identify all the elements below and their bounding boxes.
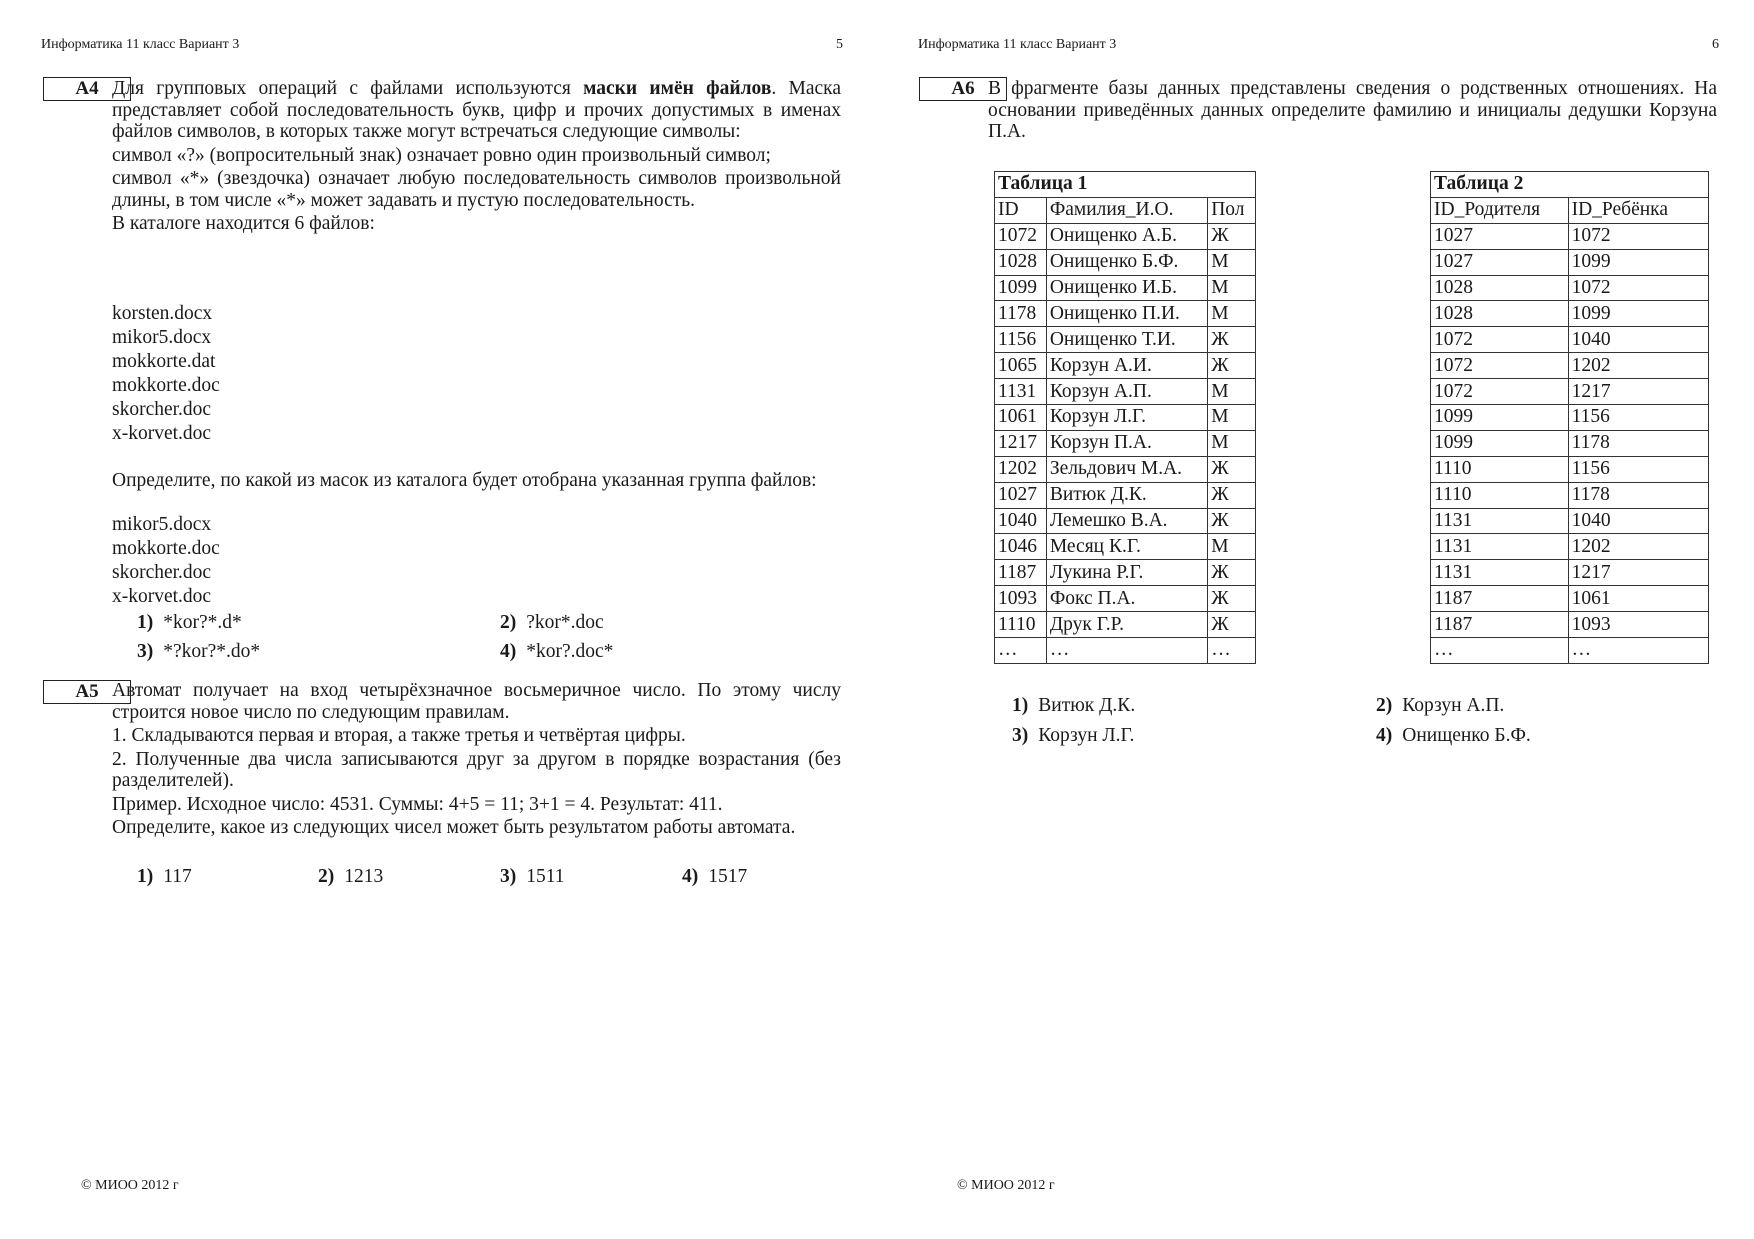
table-row (1431, 638, 1709, 664)
a5-answer-3[interactable] (500, 866, 565, 888)
table-cell: 1131 (1431, 508, 1569, 534)
table-cell: 1040 (1568, 508, 1708, 534)
answer-text: Онищенко Б.Ф. (1402, 725, 1531, 746)
table-cell: Друк Г.Р. (1046, 612, 1207, 638)
table-caption-row (1431, 172, 1709, 198)
table-cell: 1072 (995, 223, 1047, 249)
a4-selected-files (112, 513, 220, 609)
table-cell: 1131 (1431, 560, 1569, 586)
table-cell: 1072 (1431, 353, 1569, 379)
table-cell: 1072 (1568, 275, 1708, 301)
task-label-a6: А6 (919, 77, 1007, 101)
table-cell: Корзун П.А. (1046, 430, 1207, 456)
table-cell: М (1208, 249, 1256, 275)
table-row (995, 560, 1256, 586)
table-row (995, 612, 1256, 638)
table-cell: 1187 (1431, 612, 1569, 638)
selected-file-item: mokkorte.doc (112, 538, 220, 559)
table-header-row (995, 197, 1256, 223)
table-row (1431, 430, 1709, 456)
table-cell: Месяц К.Г. (1046, 534, 1207, 560)
a4-intro-end: . Маска представляет собой последовательность букв, цифр и прочих допустимых в именах файлов символов, в которых также могут встречаться следующие символы: (112, 78, 841, 142)
table-cell: 1046 (995, 534, 1047, 560)
file-item: x-korvet.doc (112, 423, 212, 444)
answer-text: Корзун Л.Г. (1038, 725, 1135, 746)
column-header: Пол (1208, 197, 1256, 223)
table-row (995, 586, 1256, 612)
selected-file-item: x-korvet.doc (112, 586, 212, 607)
table-row (995, 534, 1256, 560)
a4-question: Определите, по какой из масок из каталога будет отобрана указанная группа файлов: (112, 470, 817, 491)
answer-number: 2) (318, 866, 335, 887)
table-cell: 1040 (995, 508, 1047, 534)
table-caption: Таблица 2 (1431, 172, 1709, 198)
answer-text: *?kor?*.do* (163, 641, 261, 662)
table-row (995, 482, 1256, 508)
table-cell: 1131 (995, 379, 1047, 405)
table-cell: Ж (1208, 508, 1256, 534)
answer-number: 2) (500, 612, 517, 633)
table-cell: М (1208, 430, 1256, 456)
task-label-a5: А5 (43, 680, 131, 704)
a6-answer-3[interactable] (1012, 725, 1134, 747)
table-cell: М (1208, 301, 1256, 327)
table-cell: 1061 (995, 405, 1047, 431)
answer-number: 4) (682, 866, 699, 887)
table-caption-row (995, 172, 1256, 198)
table-cell: 1040 (1568, 327, 1708, 353)
table-cell: Ж (1208, 482, 1256, 508)
table-cell: Ж (1208, 353, 1256, 379)
answer-number: 1) (137, 866, 154, 887)
answer-number: 3) (500, 866, 517, 887)
table-cell: 1217 (1568, 560, 1708, 586)
a5-text (112, 680, 841, 839)
answer-text: ?kor*.doc (526, 612, 604, 633)
table-cell: 1072 (1431, 327, 1569, 353)
table-cell: 1202 (995, 456, 1047, 482)
a4-answer-2[interactable] (500, 612, 604, 634)
table-cell: 1156 (1568, 456, 1708, 482)
answer-number: 3) (1012, 725, 1029, 746)
table-cell: 1099 (995, 275, 1047, 301)
table-cell: М (1208, 275, 1256, 301)
selected-file-item: mikor5.docx (112, 514, 212, 535)
a5-answer-4[interactable] (682, 866, 747, 888)
table-cell: М (1208, 405, 1256, 431)
answer-text: 1511 (526, 866, 565, 887)
table-cell: 1027 (1431, 223, 1569, 249)
table-cell: Ж (1208, 560, 1256, 586)
table-row (1431, 482, 1709, 508)
table-row (995, 456, 1256, 482)
a4-catalog-intro: В каталоге находится 6 файлов: (112, 213, 375, 234)
file-item: mokkorte.doc (112, 375, 220, 396)
table-caption: Таблица 1 (995, 172, 1256, 198)
a4-file-list (112, 302, 220, 446)
table-cell: 1178 (995, 301, 1047, 327)
answer-text: Витюк Д.К. (1038, 695, 1136, 716)
table-cell: … (995, 638, 1047, 664)
answer-text: 1213 (344, 866, 384, 887)
table-cell: 1156 (1568, 405, 1708, 431)
right-page-header: Информатика 11 класс Вариант 3 (918, 37, 1117, 52)
table-cell: Лемешко В.А. (1046, 508, 1207, 534)
a4-intro (112, 78, 841, 143)
table-cell: 1202 (1568, 534, 1708, 560)
table-row (1431, 612, 1709, 638)
task-label-a4: А4 (43, 77, 131, 101)
table-cell: Онищенко П.И. (1046, 301, 1207, 327)
table-row (1431, 560, 1709, 586)
left-page-footer: © МИОО 2012 г (81, 1178, 179, 1193)
a5-paragraph: Определите, какое из следующих чисел может быть результатом работы автомата. (112, 817, 796, 838)
table-row (1431, 508, 1709, 534)
left-page-header: Информатика 11 класс Вариант 3 (41, 37, 240, 52)
table-row (995, 379, 1256, 405)
table-cell: 1027 (1431, 249, 1569, 275)
table-cell: Корзун Л.Г. (1046, 405, 1207, 431)
table-row (1431, 353, 1709, 379)
table-cell: Ж (1208, 456, 1256, 482)
table-row (995, 223, 1256, 249)
table-row (995, 638, 1256, 664)
right-page-number: 6 (1712, 37, 1719, 52)
table-row (1431, 405, 1709, 431)
a6-answer-1[interactable] (1012, 695, 1135, 717)
table-cell: 1217 (1568, 379, 1708, 405)
table-cell: Ж (1208, 223, 1256, 249)
table-cell: 1027 (995, 482, 1047, 508)
answer-text: 117 (163, 866, 192, 887)
table-row (1431, 223, 1709, 249)
answer-number: 3) (137, 641, 154, 662)
table-cell: 1187 (995, 560, 1047, 586)
table-cell: Корзун А.П. (1046, 379, 1207, 405)
table-cell: Лукина Р.Г. (1046, 560, 1207, 586)
table-cell: Ж (1208, 327, 1256, 353)
table-cell: 1110 (1431, 456, 1569, 482)
answer-number: 1) (1012, 695, 1029, 716)
table-cell: … (1568, 638, 1708, 664)
table-cell: Зельдович М.А. (1046, 456, 1207, 482)
a4-answer-4[interactable] (500, 641, 613, 663)
a4-answer-3[interactable] (137, 641, 260, 663)
table-cell: 1028 (995, 249, 1047, 275)
a5-answer-1[interactable] (137, 866, 192, 888)
a4-text (112, 78, 841, 235)
table-cell: 1099 (1568, 301, 1708, 327)
table-cell: 1131 (1431, 534, 1569, 560)
answer-text: 1517 (708, 866, 748, 887)
table-cell: 1178 (1568, 430, 1708, 456)
selected-file-item: skorcher.doc (112, 562, 212, 583)
table-cell: 1187 (1431, 586, 1569, 612)
column-header: Фамилия_И.О. (1046, 197, 1207, 223)
answer-number: 2) (1376, 695, 1393, 716)
table-2 (1430, 171, 1709, 664)
table-cell: 1178 (1568, 482, 1708, 508)
table-cell: 1028 (1431, 301, 1569, 327)
a5-paragraph: 2. Полученные два числа записываются друг за другом в порядке возрастания (без разделителей). (112, 748, 841, 791)
table-cell: 1217 (995, 430, 1047, 456)
table-cell: М (1208, 534, 1256, 560)
answer-number: 4) (500, 641, 517, 662)
table-cell: Фокс П.А. (1046, 586, 1207, 612)
a5-paragraph: Пример. Исходное число: 4531. Суммы: 4+5 = 11; 3+1 = 4. Результат: 411. (112, 793, 723, 815)
table-cell: 1072 (1431, 379, 1569, 405)
table-cell: 1072 (1568, 223, 1708, 249)
table-row (995, 327, 1256, 353)
a6-text: В фрагменте базы данных представлены сведения о родственных отношениях. На основании приведённых данных определите фамилию и инициалы дедушки Корзуна П.А. (988, 78, 1717, 142)
table-row (1431, 249, 1709, 275)
table-row (1431, 301, 1709, 327)
table-cell: 1110 (995, 612, 1047, 638)
column-header: ID (995, 197, 1047, 223)
table-row (1431, 586, 1709, 612)
table-cell: 1099 (1431, 405, 1569, 431)
a5-paragraph: Автомат получает на вход четырёхзначное восьмеричное число. По этому числу строится новое число по следующим правилам. (112, 680, 841, 723)
table-cell: 1061 (1568, 586, 1708, 612)
table-cell: М (1208, 379, 1256, 405)
a6-answer-2[interactable] (1376, 695, 1504, 717)
table-cell: 1099 (1431, 430, 1569, 456)
table-cell: 1093 (995, 586, 1047, 612)
answer-number: 4) (1376, 725, 1393, 746)
table-cell: Ж (1208, 612, 1256, 638)
table-cell: … (1046, 638, 1207, 664)
table-cell: Онищенко И.Б. (1046, 275, 1207, 301)
table-row (995, 301, 1256, 327)
a4-rule-question-mark: символ «?» (вопросительный знак) означает ровно один произвольный символ; (112, 144, 771, 166)
table-header-row (1431, 197, 1709, 223)
table-row (1431, 534, 1709, 560)
table-row (1431, 456, 1709, 482)
a4-intro-bold: маски имён файлов (583, 78, 772, 99)
table-cell: Онищенко Б.Ф. (1046, 249, 1207, 275)
table-cell: … (1208, 638, 1256, 664)
table-row (995, 508, 1256, 534)
answer-number: 1) (137, 612, 154, 633)
table-cell: Витюк Д.К. (1046, 482, 1207, 508)
a5-answer-2[interactable] (318, 866, 383, 888)
answer-text: *kor?*.d* (163, 612, 242, 633)
table-row (995, 353, 1256, 379)
a5-paragraph: 1. Складываются первая и вторая, а также третья и четвёртая цифры. (112, 725, 686, 746)
column-header: ID_Ребёнка (1568, 197, 1708, 223)
a4-answer-1[interactable] (137, 612, 242, 634)
table-cell: 1093 (1568, 612, 1708, 638)
a4-rule-asterisk: символ «*» (звездочка) означает любую последовательность символов произвольной длины, в том числе «*» может задавать и пустую последовательность. (112, 168, 841, 211)
file-item: skorcher.doc (112, 399, 212, 420)
column-header: ID_Родителя (1431, 197, 1569, 223)
file-item: mikor5.docx (112, 327, 212, 348)
table-cell: 1110 (1431, 482, 1569, 508)
table-cell: Онищенко А.Б. (1046, 223, 1207, 249)
right-page-footer: © МИОО 2012 г (957, 1178, 1055, 1193)
table-cell: … (1431, 638, 1569, 664)
file-item: korsten.docx (112, 303, 213, 324)
table-1 (994, 171, 1256, 664)
table-cell: Онищенко Т.И. (1046, 327, 1207, 353)
table-row (995, 275, 1256, 301)
answer-text: *kor?.doc* (526, 641, 614, 662)
table-cell: Ж (1208, 586, 1256, 612)
a4-intro-start: Для групповых операций с файлами используются (112, 78, 584, 99)
table-cell: 1028 (1431, 275, 1569, 301)
table-cell: Корзун А.И. (1046, 353, 1207, 379)
table-cell: 1099 (1568, 249, 1708, 275)
table-row (995, 249, 1256, 275)
table-row (995, 430, 1256, 456)
table-cell: 1065 (995, 353, 1047, 379)
left-page-number: 5 (836, 37, 843, 52)
table-row (1431, 379, 1709, 405)
answer-text: Корзун А.П. (1402, 695, 1505, 716)
table-row (995, 405, 1256, 431)
a6-answer-4[interactable] (1376, 725, 1531, 747)
table-cell: 1156 (995, 327, 1047, 353)
table-cell: 1202 (1568, 353, 1708, 379)
table-row (1431, 327, 1709, 353)
file-item: mokkorte.dat (112, 351, 216, 372)
table-row (1431, 275, 1709, 301)
